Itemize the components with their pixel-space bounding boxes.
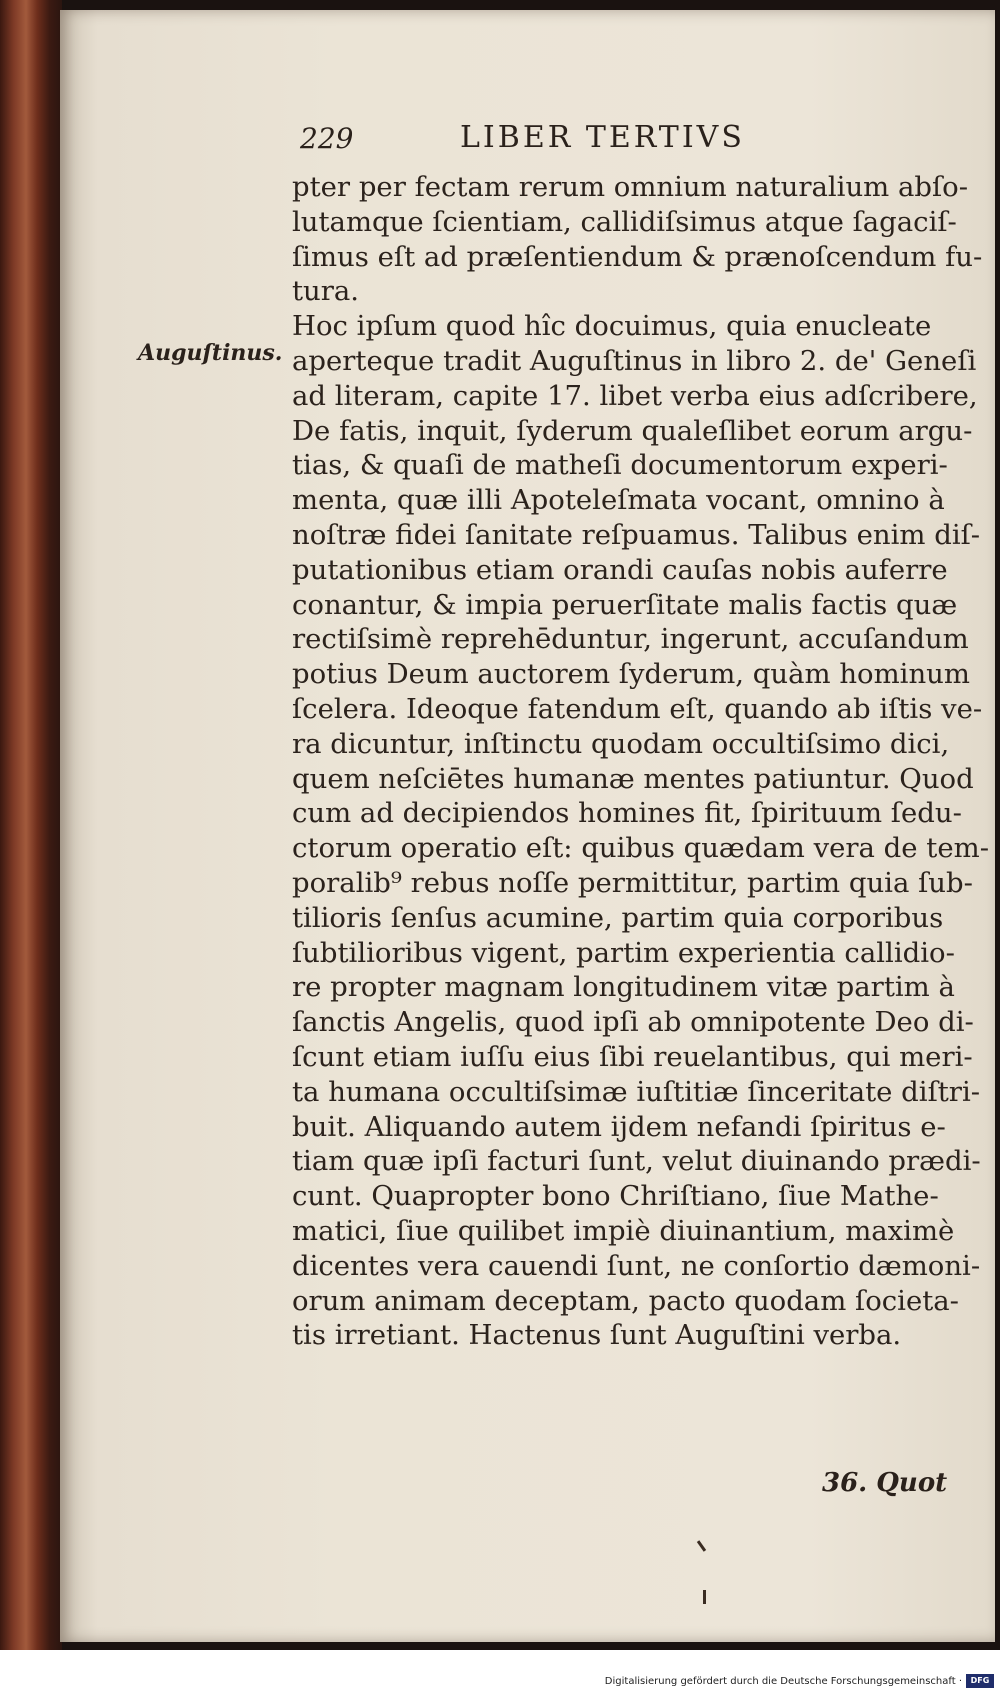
text-line: orum animam deceptam, pacto quodam ſocieta- bbox=[292, 1284, 959, 1317]
text-line: ſimus eſt ad præſentiendum & prænoſcendum fu- bbox=[292, 240, 983, 273]
footer bbox=[0, 1650, 1000, 1693]
text-line: ad literam, capite 17. libet verba eius adſcribere, bbox=[292, 379, 978, 412]
text-line: tis irretiant. Hactenus ſunt Auguſtini verba. bbox=[292, 1319, 902, 1352]
text-line: ſcunt etiam iuſſu eius ſibi reuelantibus, qui meri- bbox=[292, 1040, 973, 1073]
body-text bbox=[292, 170, 989, 1353]
text-line: matici, ſiue quilibet impiè diuinantium, maximè bbox=[292, 1214, 955, 1247]
running-title: LIBER TERTIVS bbox=[460, 120, 745, 155]
text-line: poralib⁹ rebus noſſe permittitur, partim quia ſub- bbox=[292, 866, 973, 899]
text-line: aperteque tradit Auguſtinus in libro 2. de' Geneſi bbox=[292, 344, 977, 377]
text-line: ſanctis Angelis, quod ipſi ab omnipotente Deo di- bbox=[292, 1006, 974, 1039]
text-line: pter per fectam rerum omnium naturalium abſo- bbox=[292, 171, 969, 203]
text-line: De fatis, inquit, ſyderum qualeſlibet eorum argu- bbox=[292, 414, 973, 447]
text-line: tias, & quaſi de matheſi documentorum experi- bbox=[292, 449, 948, 482]
text-line: ra dicuntur, inſtinctu quodam occultiſsimo dici, bbox=[292, 727, 950, 760]
text-line: Hoc ipſum quod hîc docuimus, quia enucleate bbox=[292, 310, 932, 343]
text-line: ta humana occultiſsimæ iuſtitiæ ſinceritate diſtri- bbox=[292, 1075, 981, 1108]
text-line: dicentes vera cauendi ſunt, ne conſortio dæmoni- bbox=[292, 1249, 981, 1282]
catchword: 36. Quot bbox=[822, 1468, 948, 1498]
text-line: cum ad decipiendos homines fit, ſpirituum ſedu- bbox=[292, 797, 962, 830]
text-line: conantur, & impia peruerſitate malis factis quæ bbox=[292, 588, 958, 621]
text-line: cunt. Quapropter bono Chriſtiano, ſiue Mathe- bbox=[292, 1180, 939, 1213]
text-line: quem neſciētes humanæ mentes patiuntur. Quod bbox=[292, 762, 974, 795]
footer-credit: Digitalisierung gefördert durch die Deutsche Forschungsgemeinschaft · bbox=[604, 1676, 962, 1687]
page-number: 229 bbox=[300, 122, 354, 155]
text-line: tilioris ſenſus acumine, partim quia corporibus bbox=[292, 901, 944, 934]
text-line: buit. Aliquando autem ijdem nefandi ſpiritus e- bbox=[292, 1110, 946, 1143]
text-line: lutamque ſcientiam, callidiſsimus atque ſagaciſ- bbox=[292, 205, 957, 238]
ink-mark bbox=[703, 1590, 706, 1604]
text-line: rectiſsimè reprehēduntur, ingerunt, accuſandum bbox=[292, 623, 969, 656]
text-line: tiam quæ ipſi facturi ſunt, velut diuinando prædi- bbox=[292, 1145, 981, 1178]
text-line: putationibus etiam orandi cauſas nobis auferre bbox=[292, 553, 948, 586]
text-line: ctorum operatio eſt: quibus quædam vera de tem- bbox=[292, 832, 989, 865]
book-edge bbox=[0, 0, 62, 1650]
text-line: re propter magnam longitudinem vitæ partim à bbox=[292, 971, 955, 1004]
dfg-logo: DFG bbox=[966, 1674, 994, 1688]
text-line: ſubtilioribus vigent, partim experientia callidio- bbox=[292, 936, 955, 969]
text-line: potius Deum auctorem ſyderum, quàm hominum bbox=[292, 658, 970, 691]
page-header bbox=[300, 120, 840, 166]
text-line: noſtræ fidei ſanitate reſpuamus. Talibus enim diſ- bbox=[292, 518, 981, 551]
text-line: menta, quæ illi Apoteleſmata vocant, omnino à bbox=[292, 484, 945, 517]
text-line: ſcelera. Ideoque fatendum eſt, quando ab iſtis ve- bbox=[292, 692, 983, 725]
text-line: tura. bbox=[292, 275, 360, 308]
margin-note: Auguſtinus. bbox=[138, 340, 283, 366]
